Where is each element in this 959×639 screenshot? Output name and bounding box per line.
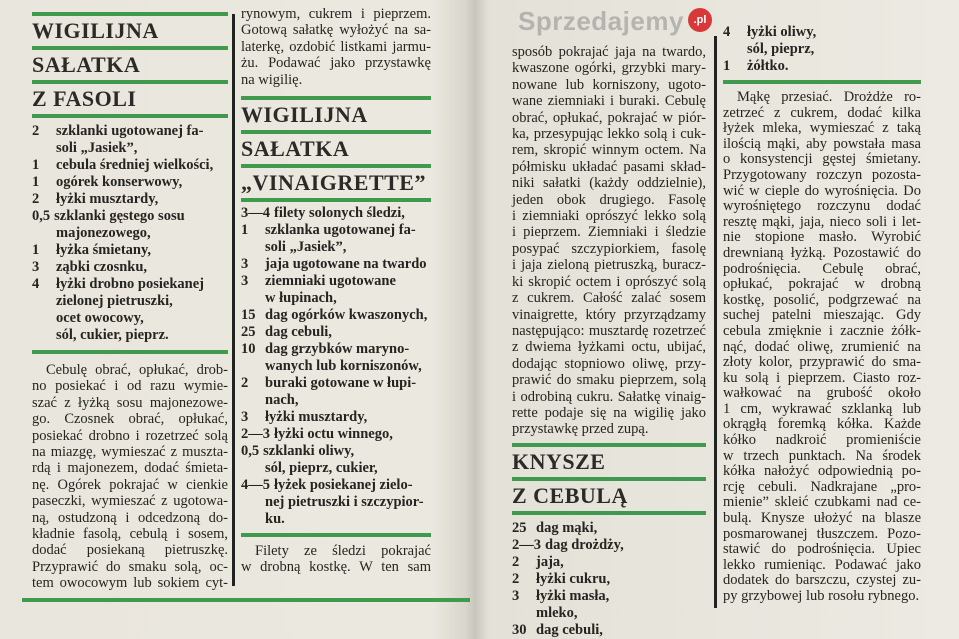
ingredient-item (241, 307, 431, 324)
divider (32, 114, 228, 118)
ingredient-quantity (241, 358, 265, 375)
text-line: Filety ze śledzi pokrajać (255, 543, 431, 560)
text-line: i jaja zieloną pietruszką, buracz- (512, 257, 706, 274)
divider (723, 80, 921, 84)
recipe1-instructions-continued (241, 6, 431, 88)
ingredient-item (32, 225, 228, 242)
text-line: podrośnięcia. Cebulę obrać, (723, 260, 921, 277)
recipe2-instructions (241, 543, 431, 576)
text-line: posmarowanej tłuszczem. Pozo- (723, 525, 921, 542)
ingredient-text: sól, pieprz, (747, 41, 815, 57)
text-line: py grzybowej lub rosołu rybnego. (723, 588, 920, 604)
text-line: Przygotowany rozczyn pozosta- (723, 166, 921, 183)
text-line: ka, przesypując lekko solą i cuk- (512, 126, 706, 143)
text-line: ną, ostudzoną i odcedzoną do- (32, 509, 228, 526)
text-line: wić w cieple do wyrośnięcia. Do (723, 182, 921, 199)
page-bottom-divider (22, 598, 470, 602)
text-line: bulą. Knysze ułożyć na blasze (723, 510, 921, 527)
text-line: kółko nadkroić promieniście (723, 432, 921, 449)
ingredient-text: łyżki masła, (536, 587, 610, 604)
ingredient-text: łyżki musztardy, (56, 191, 159, 207)
ingredient-text: jaja, (536, 553, 564, 570)
ingredient-text: łyżek posiekanej zielo- (274, 477, 413, 494)
text-line: ku solą i pieprzem. Ciasto roz- (723, 369, 921, 386)
text-line: ki skropić octem i oprószyć solą (512, 273, 706, 290)
text-line: mienie” skleić czubkami nad ce- (723, 494, 921, 511)
ingredient-quantity (241, 392, 265, 409)
text-line: posiekać drobno i rozetrzeć solą (32, 427, 228, 444)
ingredient-text: żółtko. (747, 58, 789, 74)
ingredient-item (241, 205, 431, 222)
text-line: niki sałatki (każdy oddzielnie), (512, 175, 706, 192)
ingredient-text: nach, (265, 392, 299, 409)
text-line: i pieprzem. Ziemniaki i śledzie (512, 224, 706, 241)
ingredient-quantity: 1 (32, 242, 40, 258)
text-line: z dwiema łyżkami octu, ubijać, (512, 339, 706, 356)
ingredient-quantity: 0,5 (241, 443, 260, 460)
text-line: na miazgę, wymieszać z muszta- (32, 444, 228, 461)
ingredient-item (723, 58, 921, 75)
column-3 (512, 44, 706, 639)
ingredient-item (32, 191, 228, 208)
ingredient-text: zielonej pietruszki, (56, 293, 173, 309)
ingredient-item (512, 571, 706, 588)
ingredient-text: jaja ugotowane na twardo (265, 256, 427, 273)
ingredient-quantity: 3 (32, 259, 40, 275)
recipe1-title-line3: Z FASOLI (32, 86, 137, 111)
text-line: łyżek mleka, wymieszać z taką (723, 120, 921, 137)
ingredient-text: dag ogórków kwaszonych, (265, 307, 428, 324)
ingredient-text: łyżki octu winnego, (274, 426, 393, 443)
text-line: dodając stopniowo oliwę, przy- (512, 355, 706, 372)
ingredient-quantity: 2 (32, 123, 40, 139)
text-line: drewnianą łyżką. Pozostawić do (723, 244, 921, 261)
text-line: wane ziemniaki i buraki. Cebulę (512, 93, 706, 110)
text-line: o konsystencji gęstej śmietany. (723, 151, 921, 168)
text-line: półmisku układać pasami skład- (512, 158, 706, 175)
ingredient-quantity: 4—5 (241, 477, 270, 494)
ingredient-item (241, 324, 431, 341)
ingredient-quantity: 3 (241, 256, 249, 273)
ingredient-item (723, 41, 921, 58)
ingredient-item (241, 511, 431, 528)
ingredient-item (723, 24, 921, 41)
ingredient-item (32, 123, 228, 140)
ingredient-item (32, 293, 228, 310)
recipe3-ingredients (512, 520, 706, 639)
text-line: wyrośniętego rozczynu dodać (723, 198, 921, 215)
recipe3-instructions (723, 90, 921, 605)
ingredient-text: łyżki musztardy, (265, 409, 368, 426)
text-line: obrać, opłukać, pokrajać w piór- (512, 109, 706, 126)
text-line: go. Czosnek obrać, opłukać, (32, 411, 228, 428)
ingredient-quantity (723, 41, 747, 58)
ingredient-text: soli „Jasiek”, (56, 140, 138, 156)
ingredient-item (32, 310, 228, 327)
recipe1-instructions (32, 362, 228, 592)
ingredient-text: buraki gotowane w łupi- (265, 375, 417, 392)
text-line: rette podaje się na wigilię jako (512, 404, 706, 421)
ingredient-quantity: 2 (32, 191, 40, 207)
text-line: rem, skropić winnym octem. Na (512, 142, 706, 159)
recipe3-ingredients-continued (723, 24, 921, 75)
ingredient-text: filety solonych śledzi, (274, 205, 405, 222)
ingredient-text: dag drożdży, (545, 536, 624, 553)
ingredient-quantity: 0,5 (32, 208, 51, 224)
text-line: wałkować na grubość około (723, 385, 921, 402)
text-line: szać z łyżką sosu majonezowe- (32, 394, 228, 411)
ingredient-item (241, 426, 431, 443)
ingredient-quantity: 2—3 (241, 426, 270, 443)
ingredient-quantity (32, 327, 56, 344)
ingredient-quantity (32, 225, 56, 242)
ingredient-text: cebula średniej wielkości, (56, 157, 214, 173)
text-line: lekko rumieniąc. Podawać jako (723, 556, 921, 573)
ingredient-text: szklanki gęstego sosu (54, 208, 185, 224)
recipe2-ingredients (241, 205, 431, 528)
ingredient-text: sól, pieprz, cukier, (265, 460, 378, 477)
ingredient-quantity: 3—4 (241, 205, 270, 222)
ingredient-quantity: 1 (32, 157, 40, 173)
ingredient-item (512, 537, 706, 554)
ingredient-quantity (241, 290, 265, 307)
text-line: cebula zmięknie i zacznie żółk- (723, 322, 921, 339)
text-line: suchej patelni mieszając. Gdy (723, 307, 921, 324)
ingredient-quantity: 25 (512, 519, 527, 536)
text-line: stawić do podrośnięcia. Upiec (723, 541, 921, 558)
ingredient-item (32, 327, 228, 344)
divider (241, 533, 431, 537)
text-line: kostkę, posolić, podgrzewać na (723, 291, 921, 308)
ingredient-quantity (241, 460, 265, 477)
recipe3-title-line1: KNYSZE (512, 448, 606, 474)
ingredient-quantity (512, 605, 536, 622)
text-line: rcję cebuli. Nadkrajane „pro- (723, 478, 921, 495)
ingredient-item (241, 222, 431, 239)
text-line: laterkę, ozdobić listkami jarmu- (241, 38, 431, 55)
recipe2-title-line1: WIGILIJNA (241, 102, 368, 128)
text-line: na wigilię. (241, 71, 303, 88)
ingredient-text: dag cebuli, (265, 324, 332, 341)
ingredient-text: łyżki drobno posiekanej (56, 276, 204, 292)
recipe1-title-line2: SAŁATKA (32, 52, 141, 77)
ingredient-item (241, 256, 431, 273)
ingredient-item (241, 358, 431, 375)
ingredient-quantity (32, 140, 56, 157)
ingredient-quantity: 10 (241, 341, 256, 358)
ingredient-quantity (241, 511, 265, 528)
ingredient-text: ku. (265, 511, 285, 528)
ingredient-quantity: 2 (512, 553, 520, 570)
ingredient-text: w łupinach, (265, 290, 337, 307)
text-line: nę. Ogórek pokrajać w cienkie (32, 476, 228, 493)
ingredient-item (241, 375, 431, 392)
text-line: tem owocowym lub sokiem cyt- (32, 575, 228, 592)
ingredient-text: dag mąki, (536, 519, 598, 536)
ingredient-quantity (241, 239, 265, 256)
ingredient-item (241, 392, 431, 409)
text-line: vinaigrette, który przyrządzamy (512, 306, 706, 323)
ingredient-text: wanych lub korniszonów, (265, 358, 422, 375)
ingredient-quantity: 3 (512, 587, 520, 604)
ingredient-quantity: 25 (241, 324, 256, 341)
text-line: w trzech punktach. Na środek (723, 447, 921, 464)
text-line: nie stopione masło. Wyrobić (723, 229, 921, 246)
text-line: sposób pokrajać jaja na twardo, (512, 44, 706, 60)
text-line: Cebulę obrać, opłukać, drob- (46, 362, 228, 378)
ingredient-text: dag grzybków maryno- (265, 341, 410, 358)
ingredient-item (241, 409, 431, 426)
ingredient-text: dag cebuli, (536, 621, 603, 638)
text-line: w drobną kostkę. W ten sam (241, 559, 431, 576)
text-line: posypać szczypiorkiem, fasolę (512, 240, 706, 257)
text-line: z cukrem. Całość zalać sosem (512, 290, 706, 307)
divider (32, 350, 228, 354)
ingredient-text: łyżki oliwy, (747, 24, 817, 40)
watermark-badge: .pl (688, 8, 712, 32)
ingredient-quantity: 15 (241, 307, 256, 324)
ingredient-text: ziemniaki ugotowane (265, 273, 396, 290)
text-line: złoty kolor, przyprawić do sma- (723, 354, 921, 371)
ingredient-quantity: 1 (32, 174, 40, 190)
ingredient-quantity: 30 (512, 621, 527, 638)
text-line: no posiekać i od razu wymie- (32, 378, 228, 395)
ingredient-text: ogórek konserwowy, (56, 174, 183, 190)
ingredient-text: mleko, (536, 604, 578, 621)
ingredient-item (241, 290, 431, 307)
ingredient-item (32, 140, 228, 157)
text-line: przystawkę przed zupą. (512, 421, 649, 438)
ingredient-quantity: 1 (723, 58, 731, 74)
column-separator (714, 36, 717, 608)
text-line: resztę mąki, jaja, nieco soli i let- (723, 213, 921, 230)
text-line: Przyprawić do smaku solą, oc- (32, 558, 228, 575)
ingredient-quantity: 3 (241, 273, 249, 290)
text-line: zetrzeć z cukrem, dodać kilka (723, 104, 921, 121)
ingredient-text: szklanki oliwy, (263, 443, 355, 460)
ingredient-text: sól, cukier, pieprz. (56, 327, 169, 343)
recipe2-title-line3: „VINAIGRETTE” (241, 170, 426, 196)
ingredient-text: łyżki cukru, (536, 570, 611, 587)
ingredient-quantity: 1 (241, 222, 249, 239)
ingredient-quantity (32, 293, 56, 310)
ingredient-item (32, 157, 228, 174)
text-line: kładnie fasolą, cebulą i sosem, (32, 526, 228, 543)
watermark-logo: Sprzedajemy (518, 6, 684, 36)
text-line: dodatek do barszczu, czystej zu- (723, 572, 921, 589)
ingredient-text: szklanki ugotowanej fa- (56, 123, 204, 139)
text-line: rdą i majonezem, dodać śmieta- (32, 460, 228, 477)
text-line: kółka nałożyć odpowiednią po- (723, 463, 921, 480)
ingredient-quantity: 4 (32, 276, 40, 292)
text-line: paseczki, wymieszać z ugotowa- (32, 493, 228, 510)
ingredient-item (241, 460, 431, 477)
text-line: Mąkę przesiać. Drożdże ro- (737, 89, 921, 105)
ingredient-item (32, 208, 228, 225)
ingredient-text: ocet owocowy, (56, 310, 144, 326)
recipe1-ingredients (32, 123, 228, 344)
ingredient-item (32, 276, 228, 293)
recipe2-title-line2: SAŁATKA (241, 136, 350, 162)
ingredient-quantity: 2—3 (512, 536, 541, 553)
ingredient-item (32, 174, 228, 191)
ingredient-quantity: 2 (241, 375, 249, 392)
ingredient-item (241, 341, 431, 358)
ingredient-item (241, 239, 431, 256)
ingredient-item (32, 259, 228, 276)
ingredient-item (512, 520, 706, 537)
ingredient-quantity: 4 (723, 24, 731, 40)
recipe1-title-line1: WIGILIJNA (32, 18, 159, 43)
ingredient-item (241, 494, 431, 511)
ingredient-quantity (32, 310, 56, 327)
ingredient-item (241, 477, 431, 494)
recipe2-instructions-continued (512, 44, 706, 438)
text-line: żu. Podawać jako przystawkę (241, 55, 431, 72)
ingredient-quantity (241, 494, 265, 511)
ingredient-item (512, 588, 706, 605)
ingredient-item (32, 242, 228, 259)
text-line: prawić do smaku pieprzem, solą (512, 372, 706, 389)
text-line: ilością mąki, aby powstała masa (723, 135, 921, 152)
ingredient-text: szklanka ugotowanej fa- (265, 222, 416, 239)
text-line: rynowym, cukrem i pieprzem. (241, 6, 431, 22)
ingredient-quantity: 2 (512, 570, 520, 587)
text-line: jeden obok drugiego. Fasolę (512, 191, 706, 208)
ingredient-item (241, 273, 431, 290)
column-1 (32, 12, 228, 592)
ingredient-text: majonezowego, (56, 225, 151, 241)
column-2 (241, 6, 431, 576)
column-separator (232, 14, 235, 586)
ingredient-item (241, 443, 431, 460)
recipe3-title-line2: Z CEBULĄ (512, 482, 628, 508)
ingredient-text: nej pietruszki i szczypior- (265, 494, 424, 511)
divider (241, 198, 431, 202)
ingredient-item (512, 554, 706, 571)
ingredient-text: łyżka śmietany, (56, 242, 152, 258)
text-line: i ziemniaki oprószyć lekko solą (512, 208, 706, 225)
ingredient-item (512, 605, 706, 622)
text-line: i odrobiną cukru. Sałatkę vinaig- (512, 388, 706, 405)
ingredient-text: ząbki czosnku, (56, 259, 148, 275)
text-line: 1 cm, wykrawać szklanką lub (723, 400, 921, 417)
text-line: Gotową sałatkę wyłożyć na sa- (241, 22, 431, 39)
text-line: okrągłą foremką kółka. Każde (723, 416, 921, 433)
text-line: kwaszone ogórki, grzybki mary- (512, 60, 706, 77)
column-4 (723, 24, 921, 605)
ingredient-text: soli „Jasiek”, (265, 239, 347, 256)
text-line: dodać posiekaną pietruszkę. (32, 542, 228, 559)
ingredient-item (512, 622, 706, 639)
text-line: następująco: musztardę rozetrzeć (512, 322, 706, 339)
ingredient-quantity: 3 (241, 409, 249, 426)
text-line: nowane lub korniszony, ugoto- (512, 76, 706, 93)
divider (512, 511, 706, 515)
text-line: opłukać, pokrajać w drobną (723, 276, 921, 293)
text-line: nąć, dodać oliwę, zrumienić na (723, 338, 921, 355)
